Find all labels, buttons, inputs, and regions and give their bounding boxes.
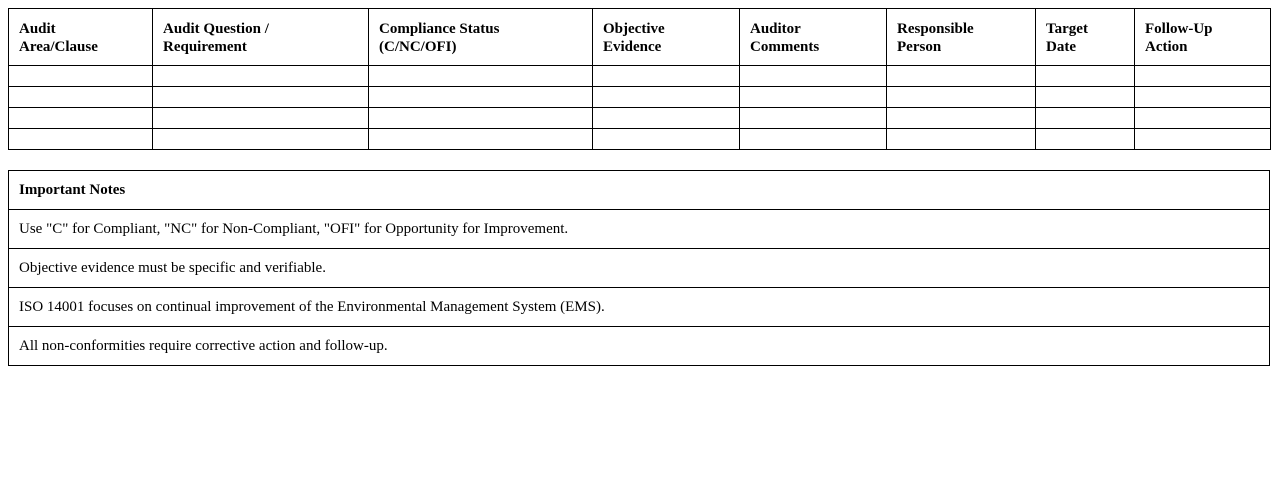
table-cell[interactable]	[9, 66, 153, 87]
table-cell[interactable]	[153, 108, 369, 129]
header-label: Target Date	[1046, 20, 1088, 55]
table-cell[interactable]	[9, 87, 153, 108]
table-row	[9, 66, 1271, 87]
table-cell[interactable]	[1135, 108, 1271, 129]
table-cell[interactable]	[593, 108, 740, 129]
table-cell[interactable]	[369, 66, 593, 87]
table-cell[interactable]	[887, 66, 1036, 87]
table-cell[interactable]	[1036, 108, 1135, 129]
note-item: ISO 14001 focuses on continual improvement of the Environmental Management System (EMS).	[9, 288, 1270, 327]
note-item: All non-conformities require corrective action and follow-up.	[9, 327, 1270, 366]
important-notes-table	[8, 170, 1270, 366]
table-cell[interactable]	[9, 108, 153, 129]
table-cell[interactable]	[369, 129, 593, 150]
note-row	[9, 288, 1270, 327]
note-row	[9, 210, 1270, 249]
table-cell[interactable]	[887, 129, 1036, 150]
note-row	[9, 327, 1270, 366]
table-cell[interactable]	[740, 66, 887, 87]
header-label: Audit Area/Clause	[19, 20, 98, 55]
header-label: Audit Question / Requirement	[163, 20, 269, 55]
table-cell[interactable]	[1036, 66, 1135, 87]
table-cell[interactable]	[740, 108, 887, 129]
table-cell[interactable]	[740, 87, 887, 108]
header-label: Objective Evidence	[603, 20, 665, 55]
notes-title: Important Notes	[9, 171, 1270, 210]
header-target-date	[1036, 9, 1135, 66]
table-cell[interactable]	[593, 87, 740, 108]
header-label: Responsible Person	[897, 20, 974, 55]
table-cell[interactable]	[593, 129, 740, 150]
note-row	[9, 249, 1270, 288]
table-cell[interactable]	[593, 66, 740, 87]
header-compliance-status	[369, 9, 593, 66]
table-cell[interactable]	[369, 87, 593, 108]
table-cell[interactable]	[369, 108, 593, 129]
header-follow-up-action	[1135, 9, 1271, 66]
header-label: Compliance Status (C/NC/OFI)	[379, 20, 500, 55]
table-cell[interactable]	[1135, 129, 1271, 150]
table-cell[interactable]	[1036, 87, 1135, 108]
table-cell[interactable]	[887, 108, 1036, 129]
audit-checklist-table	[8, 8, 1271, 150]
table-row	[9, 129, 1271, 150]
table-cell[interactable]	[153, 87, 369, 108]
table-row	[9, 87, 1271, 108]
header-audit-question	[153, 9, 369, 66]
table-header-row	[9, 9, 1271, 66]
table-cell[interactable]	[153, 66, 369, 87]
note-item: Objective evidence must be specific and verifiable.	[9, 249, 1270, 288]
table-cell[interactable]	[887, 87, 1036, 108]
table-cell[interactable]	[1135, 66, 1271, 87]
header-auditor-comments	[740, 9, 887, 66]
table-cell[interactable]	[153, 129, 369, 150]
table-cell[interactable]	[1135, 87, 1271, 108]
note-item: Use "C" for Compliant, "NC" for Non-Compliant, "OFI" for Opportunity for Improvement.	[9, 210, 1270, 249]
table-cell[interactable]	[740, 129, 887, 150]
header-label: Auditor Comments	[750, 20, 820, 55]
table-row	[9, 108, 1271, 129]
header-objective-evidence	[593, 9, 740, 66]
notes-title-row	[9, 171, 1270, 210]
header-label: Follow-Up Action	[1145, 20, 1213, 55]
table-cell[interactable]	[9, 129, 153, 150]
table-cell[interactable]	[1036, 129, 1135, 150]
header-responsible-person	[887, 9, 1036, 66]
header-audit-area	[9, 9, 153, 66]
